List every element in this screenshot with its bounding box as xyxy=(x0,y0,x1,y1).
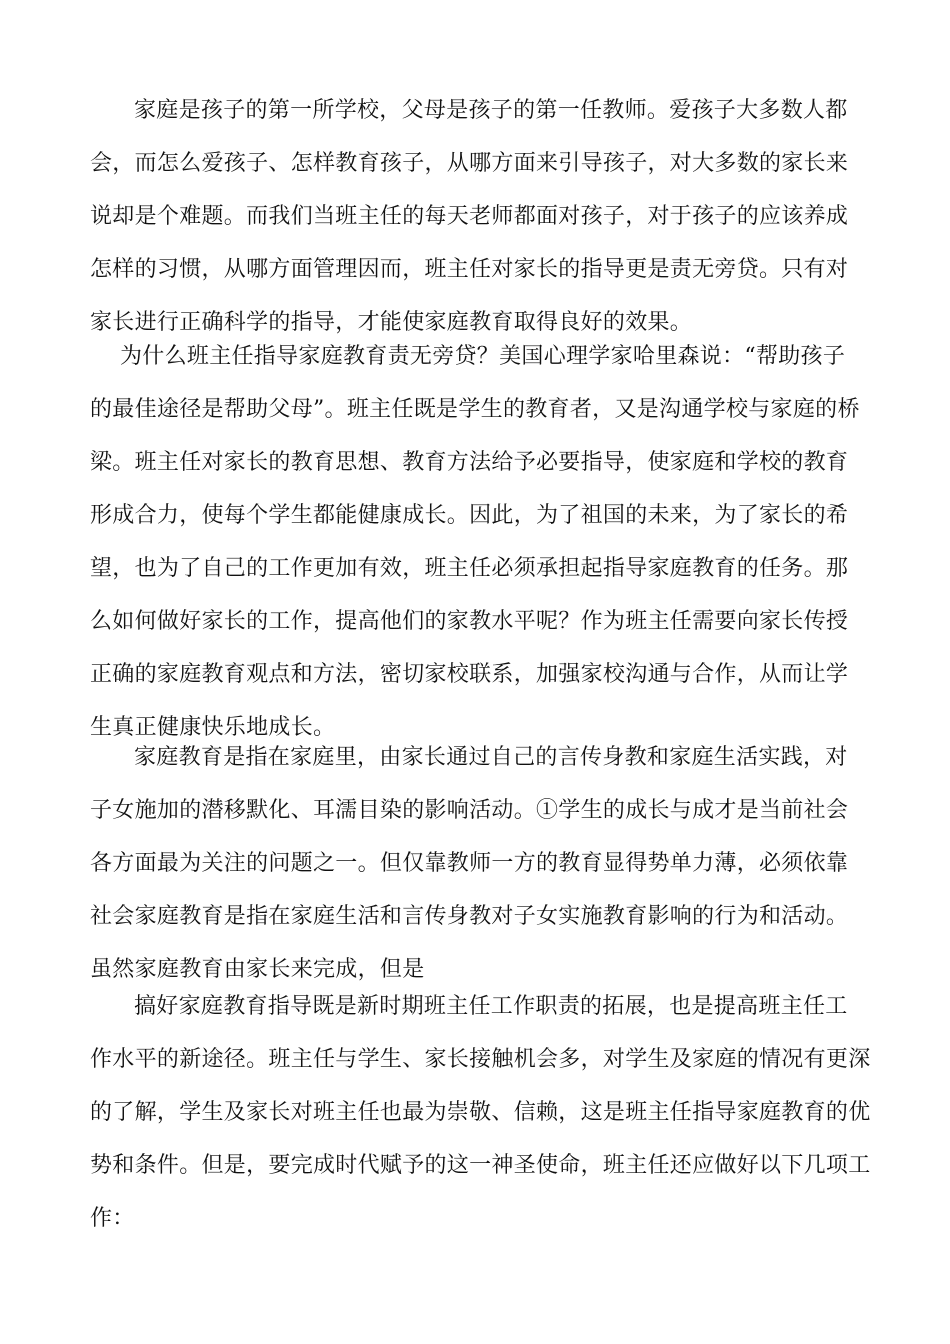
paragraph-line: 梁。班主任对家长的教育思想、教育方法给予必要指导，使家庭和学校的教育 xyxy=(90,450,849,475)
paragraph-line: 搞好家庭教育指导既是新时期班主任工作职责的拓展，也是提高班主任工 xyxy=(134,994,848,1019)
paragraph-line: 作： xyxy=(90,1206,135,1231)
paragraph-line: 虽然家庭教育由家长来完成，但是 xyxy=(90,957,425,982)
paragraph-line: 的了解，学生及家长对班主任也最为崇敬、信赖，这是班主任指导家庭教育的优 xyxy=(90,1100,871,1125)
paragraph-line: 为什么班主任指导家庭教育责无旁贷？美国心理学家哈里森说：“帮助孩子 xyxy=(120,344,846,369)
paragraph-line: 会，而怎么爱孩子、怎样教育孩子，从哪方面来引导孩子，对大多数的家长来 xyxy=(90,151,849,176)
paragraph-line: 社会家庭教育是指在家庭生活和言传身教对子女实施教育影响的行为和活动。 xyxy=(90,904,849,929)
paragraph-line: 子女施加的潜移默化、耳濡目染的影响活动。①学生的成长与成才是当前社会 xyxy=(90,798,849,823)
paragraph-1 xyxy=(90,84,860,349)
paragraph-4 xyxy=(90,980,871,1245)
paragraph-2 xyxy=(90,330,860,754)
paragraph-line: 各方面最为关注的问题之一。但仅靠教师一方的教育显得势单力薄，必须依靠 xyxy=(90,851,849,876)
paragraph-line: 怎样的习惯，从哪方面管理因而，班主任对家长的指导更是责无旁贷。只有对 xyxy=(90,257,849,282)
paragraph-line: 家长进行正确科学的指导，才能使家庭教育取得良好的效果。 xyxy=(90,310,693,335)
paragraph-line: 么如何做好家长的工作，提高他们的家教水平呢？作为班主任需要向家长传授 xyxy=(90,609,849,634)
paragraph-line: 望，也为了自己的工作更加有效，班主任必须承担起指导家庭教育的任务。那 xyxy=(90,556,849,581)
paragraph-line: 正确的家庭教育观点和方法，密切家校联系，加强家校沟通与合作，从而让学 xyxy=(90,662,849,687)
paragraph-3 xyxy=(90,731,860,996)
paragraph-line: 家庭教育是指在家庭里，由家长通过自己的言传身教和家庭生活实践，对 xyxy=(134,745,848,770)
paragraph-line: 说却是个难题。而我们当班主任的每天老师都面对孩子，对于孩子的应该养成 xyxy=(90,204,849,229)
paragraph-line: 形成合力，使每个学生都能健康成长。因此，为了祖国的未来，为了家长的希 xyxy=(90,503,849,528)
paragraph-line: 势和条件。但是，要完成时代赋予的这一神圣使命，班主任还应做好以下几项工 xyxy=(90,1153,871,1178)
paragraph-line: 作水平的新途径。班主任与学生、家长接触机会多，对学生及家庭的情况有更深 xyxy=(90,1047,871,1072)
paragraph-line: 的最佳途径是帮助父母”。班主任既是学生的教育者，又是沟通学校与家庭的桥 xyxy=(90,397,860,422)
paragraph-line: 家庭是孩子的第一所学校，父母是孩子的第一任教师。爱孩子大多数人都 xyxy=(134,98,848,123)
paragraph-line: 生真正健康快乐地成长。 xyxy=(90,715,336,740)
